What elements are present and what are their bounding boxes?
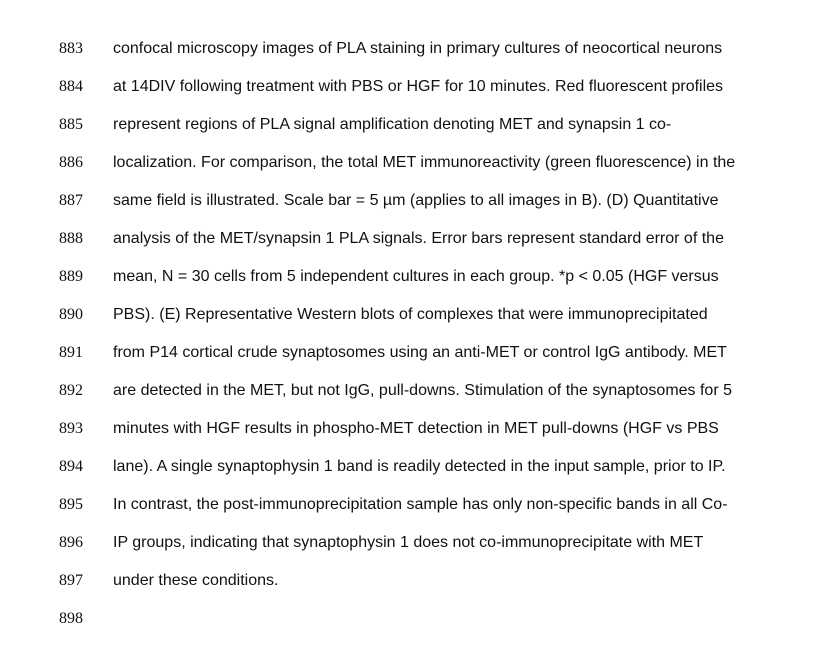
line-number: 886 (59, 154, 83, 171)
text-line (0, 114, 820, 152)
text-line (0, 494, 820, 532)
line-number: 895 (59, 496, 83, 513)
text-line (0, 418, 820, 456)
text-line (0, 266, 820, 304)
line-text: mean, N = 30 cells from 5 independent cultures in each group. *p < 0.05 (HGF versus (113, 268, 719, 285)
line-text: IP groups, indicating that synaptophysin 1 does not co-immunoprecipitate with MET (113, 534, 704, 551)
line-number: 894 (59, 458, 83, 475)
line-text: confocal microscopy images of PLA staining in primary cultures of neocortical neurons (113, 40, 723, 57)
line-text: are detected in the MET, but not IgG, pull-downs. Stimulation of the synaptosomes for 5 (113, 382, 732, 399)
text-line (0, 532, 820, 570)
line-number: 897 (59, 572, 83, 589)
line-text: lane). A single synaptophysin 1 band is readily detected in the input sample, prior to IP. (113, 458, 726, 475)
text-line (0, 456, 820, 494)
line-text: represent regions of PLA signal amplification denoting MET and synapsin 1 co- (113, 116, 672, 133)
line-number: 889 (59, 268, 83, 285)
line-number: 896 (59, 534, 83, 551)
line-number: 887 (59, 192, 83, 209)
line-text: under these conditions. (113, 572, 279, 589)
line-text: minutes with HGF results in phospho-MET detection in MET pull-downs (HGF vs PBS (113, 420, 719, 437)
text-line (0, 38, 820, 76)
text-line (0, 152, 820, 190)
line-text: In contrast, the post-immunoprecipitation sample has only non-specific bands in all Co- (113, 496, 728, 513)
line-text: same field is illustrated. Scale bar = 5 µm (applies to all images in B). (D) Quantitative (113, 192, 719, 209)
line-text: at 14DIV following treatment with PBS or HGF for 10 minutes. Red fluorescent profiles (113, 78, 724, 95)
line-number: 891 (59, 344, 83, 361)
text-line (0, 76, 820, 114)
line-number: 883 (59, 40, 83, 57)
line-number: 893 (59, 420, 83, 437)
line-text: from P14 cortical crude synaptosomes using an anti-MET or control IgG antibody. MET (113, 344, 727, 361)
line-number: 890 (59, 306, 83, 323)
line-text: PBS). (E) Representative Western blots of complexes that were immunoprecipitated (113, 306, 708, 323)
text-line (0, 342, 820, 380)
line-number: 898 (59, 610, 83, 627)
text-line (0, 570, 820, 608)
text-line (0, 228, 820, 266)
line-number: 888 (59, 230, 83, 247)
line-number: 885 (59, 116, 83, 133)
line-text: localization. For comparison, the total MET immunoreactivity (green fluorescence) in the (113, 154, 736, 171)
text-line (0, 304, 820, 342)
text-line (0, 190, 820, 228)
line-text: analysis of the MET/synapsin 1 PLA signals. Error bars represent standard error of the (113, 230, 724, 247)
line-number: 892 (59, 382, 83, 399)
line-number: 884 (59, 78, 83, 95)
text-line (0, 608, 820, 646)
text-line (0, 380, 820, 418)
